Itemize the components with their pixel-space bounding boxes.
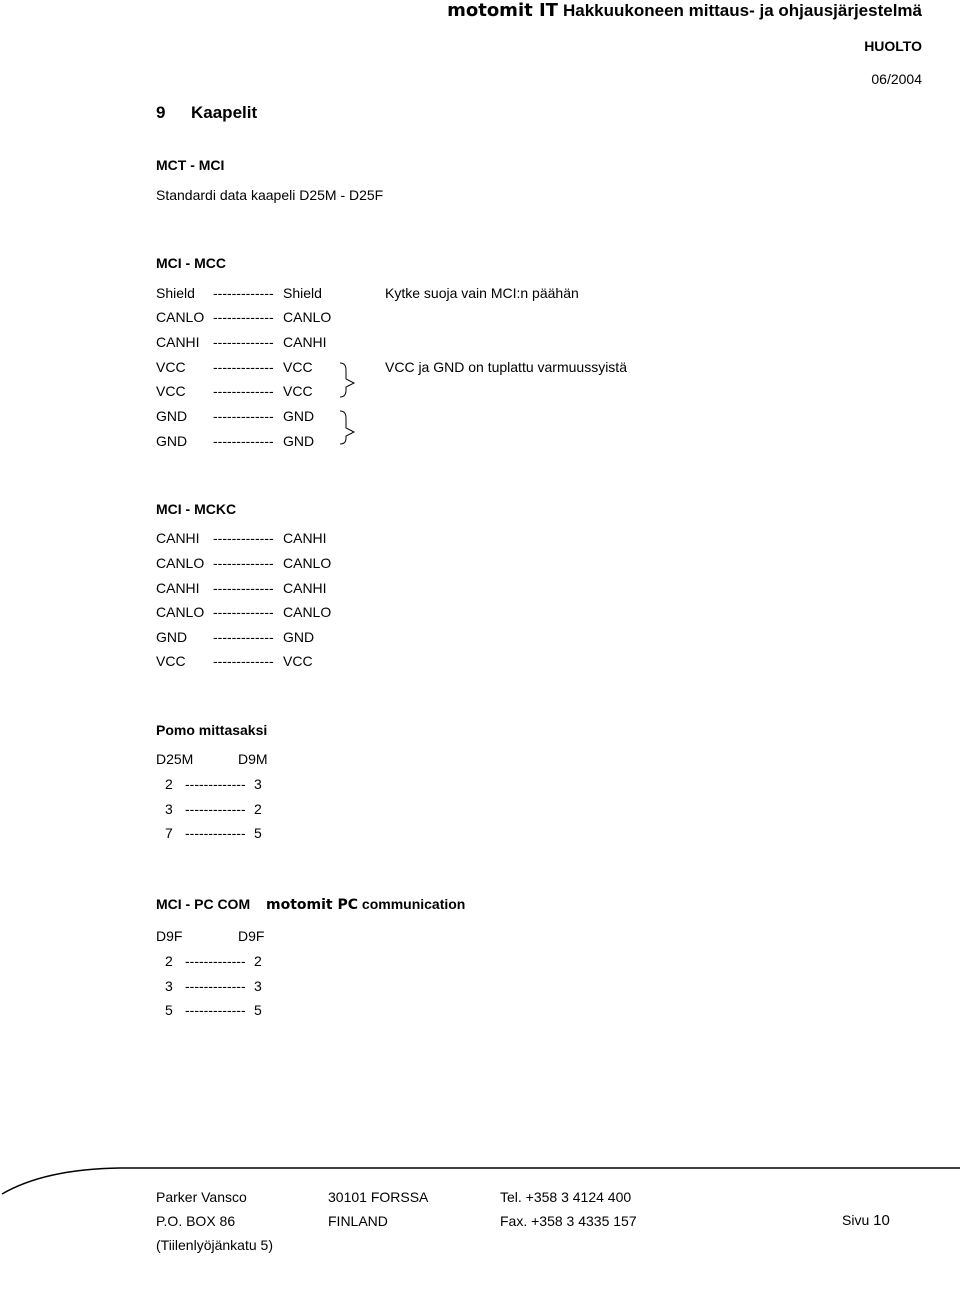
- pin-dash: -------------: [185, 801, 246, 817]
- page-label: Sivu: [842, 1212, 870, 1228]
- section-title: [156, 104, 257, 121]
- grouping-braces: [336, 358, 366, 448]
- wire-right: Shield: [283, 285, 322, 301]
- footer-street: (Tiilenlyöjänkatu 5): [156, 1237, 273, 1253]
- footer-divider: [0, 1165, 960, 1195]
- pin-right: 2: [254, 801, 262, 817]
- brace-vcc: [340, 363, 354, 397]
- pin-right: 2: [254, 953, 262, 969]
- wire-right: CANLO: [283, 604, 332, 620]
- brand-name: motomit IT: [447, 0, 558, 21]
- mci-pc-heading-text: MCI - PC COM: [156, 896, 251, 912]
- wire-right: CANLO: [283, 555, 332, 571]
- shield-note: Kytke suoja vain MCI:n päähän: [385, 285, 579, 301]
- pin-left: 3: [165, 801, 173, 817]
- wire-dash: -------------: [213, 285, 274, 301]
- brand-name-inline: motomit PC: [266, 897, 359, 913]
- wire-dash: -------------: [213, 629, 274, 645]
- wire-right: CANHI: [283, 530, 327, 546]
- wire-left: VCC: [156, 383, 186, 399]
- pomo-heading: Pomo mittasaksi: [156, 722, 268, 738]
- footer-fax: Fax. +358 3 4335 157: [500, 1213, 637, 1229]
- wire-right: CANLO: [283, 309, 332, 325]
- pin-left: 2: [165, 776, 173, 792]
- wire-right: GND: [283, 433, 315, 449]
- wire-left: CANHI: [156, 334, 200, 350]
- wire-dash: -------------: [213, 433, 274, 449]
- wire-right: GND: [283, 408, 315, 424]
- wire-dash: -------------: [213, 383, 274, 399]
- pin-right: 5: [254, 825, 262, 841]
- wire-right: VCC: [283, 653, 313, 669]
- pin-right: 3: [254, 776, 262, 792]
- wire-left: CANLO: [156, 604, 205, 620]
- pin-right: 5: [254, 1002, 262, 1018]
- wire-left: CANLO: [156, 555, 205, 571]
- mci-pc-heading: [156, 897, 465, 912]
- wire-right: VCC: [283, 359, 313, 375]
- department-label: HUOLTO: [864, 38, 922, 54]
- redundancy-note: VCC ja GND on tuplattu varmuussyistä: [385, 359, 627, 375]
- footer-country: FINLAND: [328, 1213, 388, 1229]
- pin-dash: -------------: [185, 776, 246, 792]
- wire-dash: -------------: [213, 653, 274, 669]
- mct-mci-heading: MCT - MCI: [156, 157, 225, 173]
- pomo-col-left: D25M: [156, 751, 194, 767]
- footer-tel: Tel. +358 3 4124 400: [500, 1189, 632, 1205]
- brace-gnd: [340, 411, 354, 444]
- pin-dash: -------------: [185, 978, 246, 994]
- mci-mckc-heading: MCI - MCKC: [156, 501, 237, 517]
- section-title-text: Kaapelit: [191, 103, 258, 122]
- pin-right: 3: [254, 978, 262, 994]
- mci-mcc-heading: MCI - MCC: [156, 255, 226, 271]
- document-date: 06/2004: [871, 71, 922, 87]
- section-number: 9: [156, 103, 166, 122]
- wire-dash: -------------: [213, 309, 274, 325]
- footer-city: 30101 FORSSA: [328, 1189, 429, 1205]
- wire-right: CANHI: [283, 334, 327, 350]
- wire-right: CANHI: [283, 580, 327, 596]
- wire-dash: -------------: [213, 408, 274, 424]
- wire-left: GND: [156, 629, 188, 645]
- wire-right: VCC: [283, 383, 313, 399]
- pomo-col-right: D9M: [238, 751, 268, 767]
- wire-dash: -------------: [213, 359, 274, 375]
- pin-left: 3: [165, 978, 173, 994]
- pin-dash: -------------: [185, 1002, 246, 1018]
- wire-right: GND: [283, 629, 315, 645]
- mct-mci-description: Standardi data kaapeli D25M - D25F: [156, 187, 384, 203]
- wire-left: VCC: [156, 653, 186, 669]
- footer-company: Parker Vansco: [156, 1189, 247, 1205]
- wire-dash: -------------: [213, 334, 274, 350]
- wire-left: CANHI: [156, 530, 200, 546]
- wire-left: Shield: [156, 285, 195, 301]
- pc-col-left: D9F: [156, 928, 183, 944]
- mci-pc-heading-suffix: communication: [361, 896, 466, 912]
- pc-col-right: D9F: [238, 928, 265, 944]
- wire-dash: -------------: [213, 604, 274, 620]
- wire-left: CANLO: [156, 309, 205, 325]
- pin-left: 5: [165, 1002, 173, 1018]
- wire-dash: -------------: [213, 580, 274, 596]
- document-subtitle: Hakkuukoneen mittaus- ja ohjausjärjestelmä: [562, 1, 922, 20]
- pin-left: 7: [165, 825, 173, 841]
- pin-dash: -------------: [185, 953, 246, 969]
- page-number-value: 10: [873, 1212, 890, 1229]
- wire-left: CANHI: [156, 580, 200, 596]
- wire-left: GND: [156, 408, 188, 424]
- wire-dash: -------------: [213, 530, 274, 546]
- page-number: [842, 1213, 890, 1228]
- document-header-title: [447, 1, 922, 20]
- wire-left: VCC: [156, 359, 186, 375]
- pin-dash: -------------: [185, 825, 246, 841]
- footer-pobox: P.O. BOX 86: [156, 1213, 236, 1229]
- wire-dash: -------------: [213, 555, 274, 571]
- pin-left: 2: [165, 953, 173, 969]
- wire-left: GND: [156, 433, 188, 449]
